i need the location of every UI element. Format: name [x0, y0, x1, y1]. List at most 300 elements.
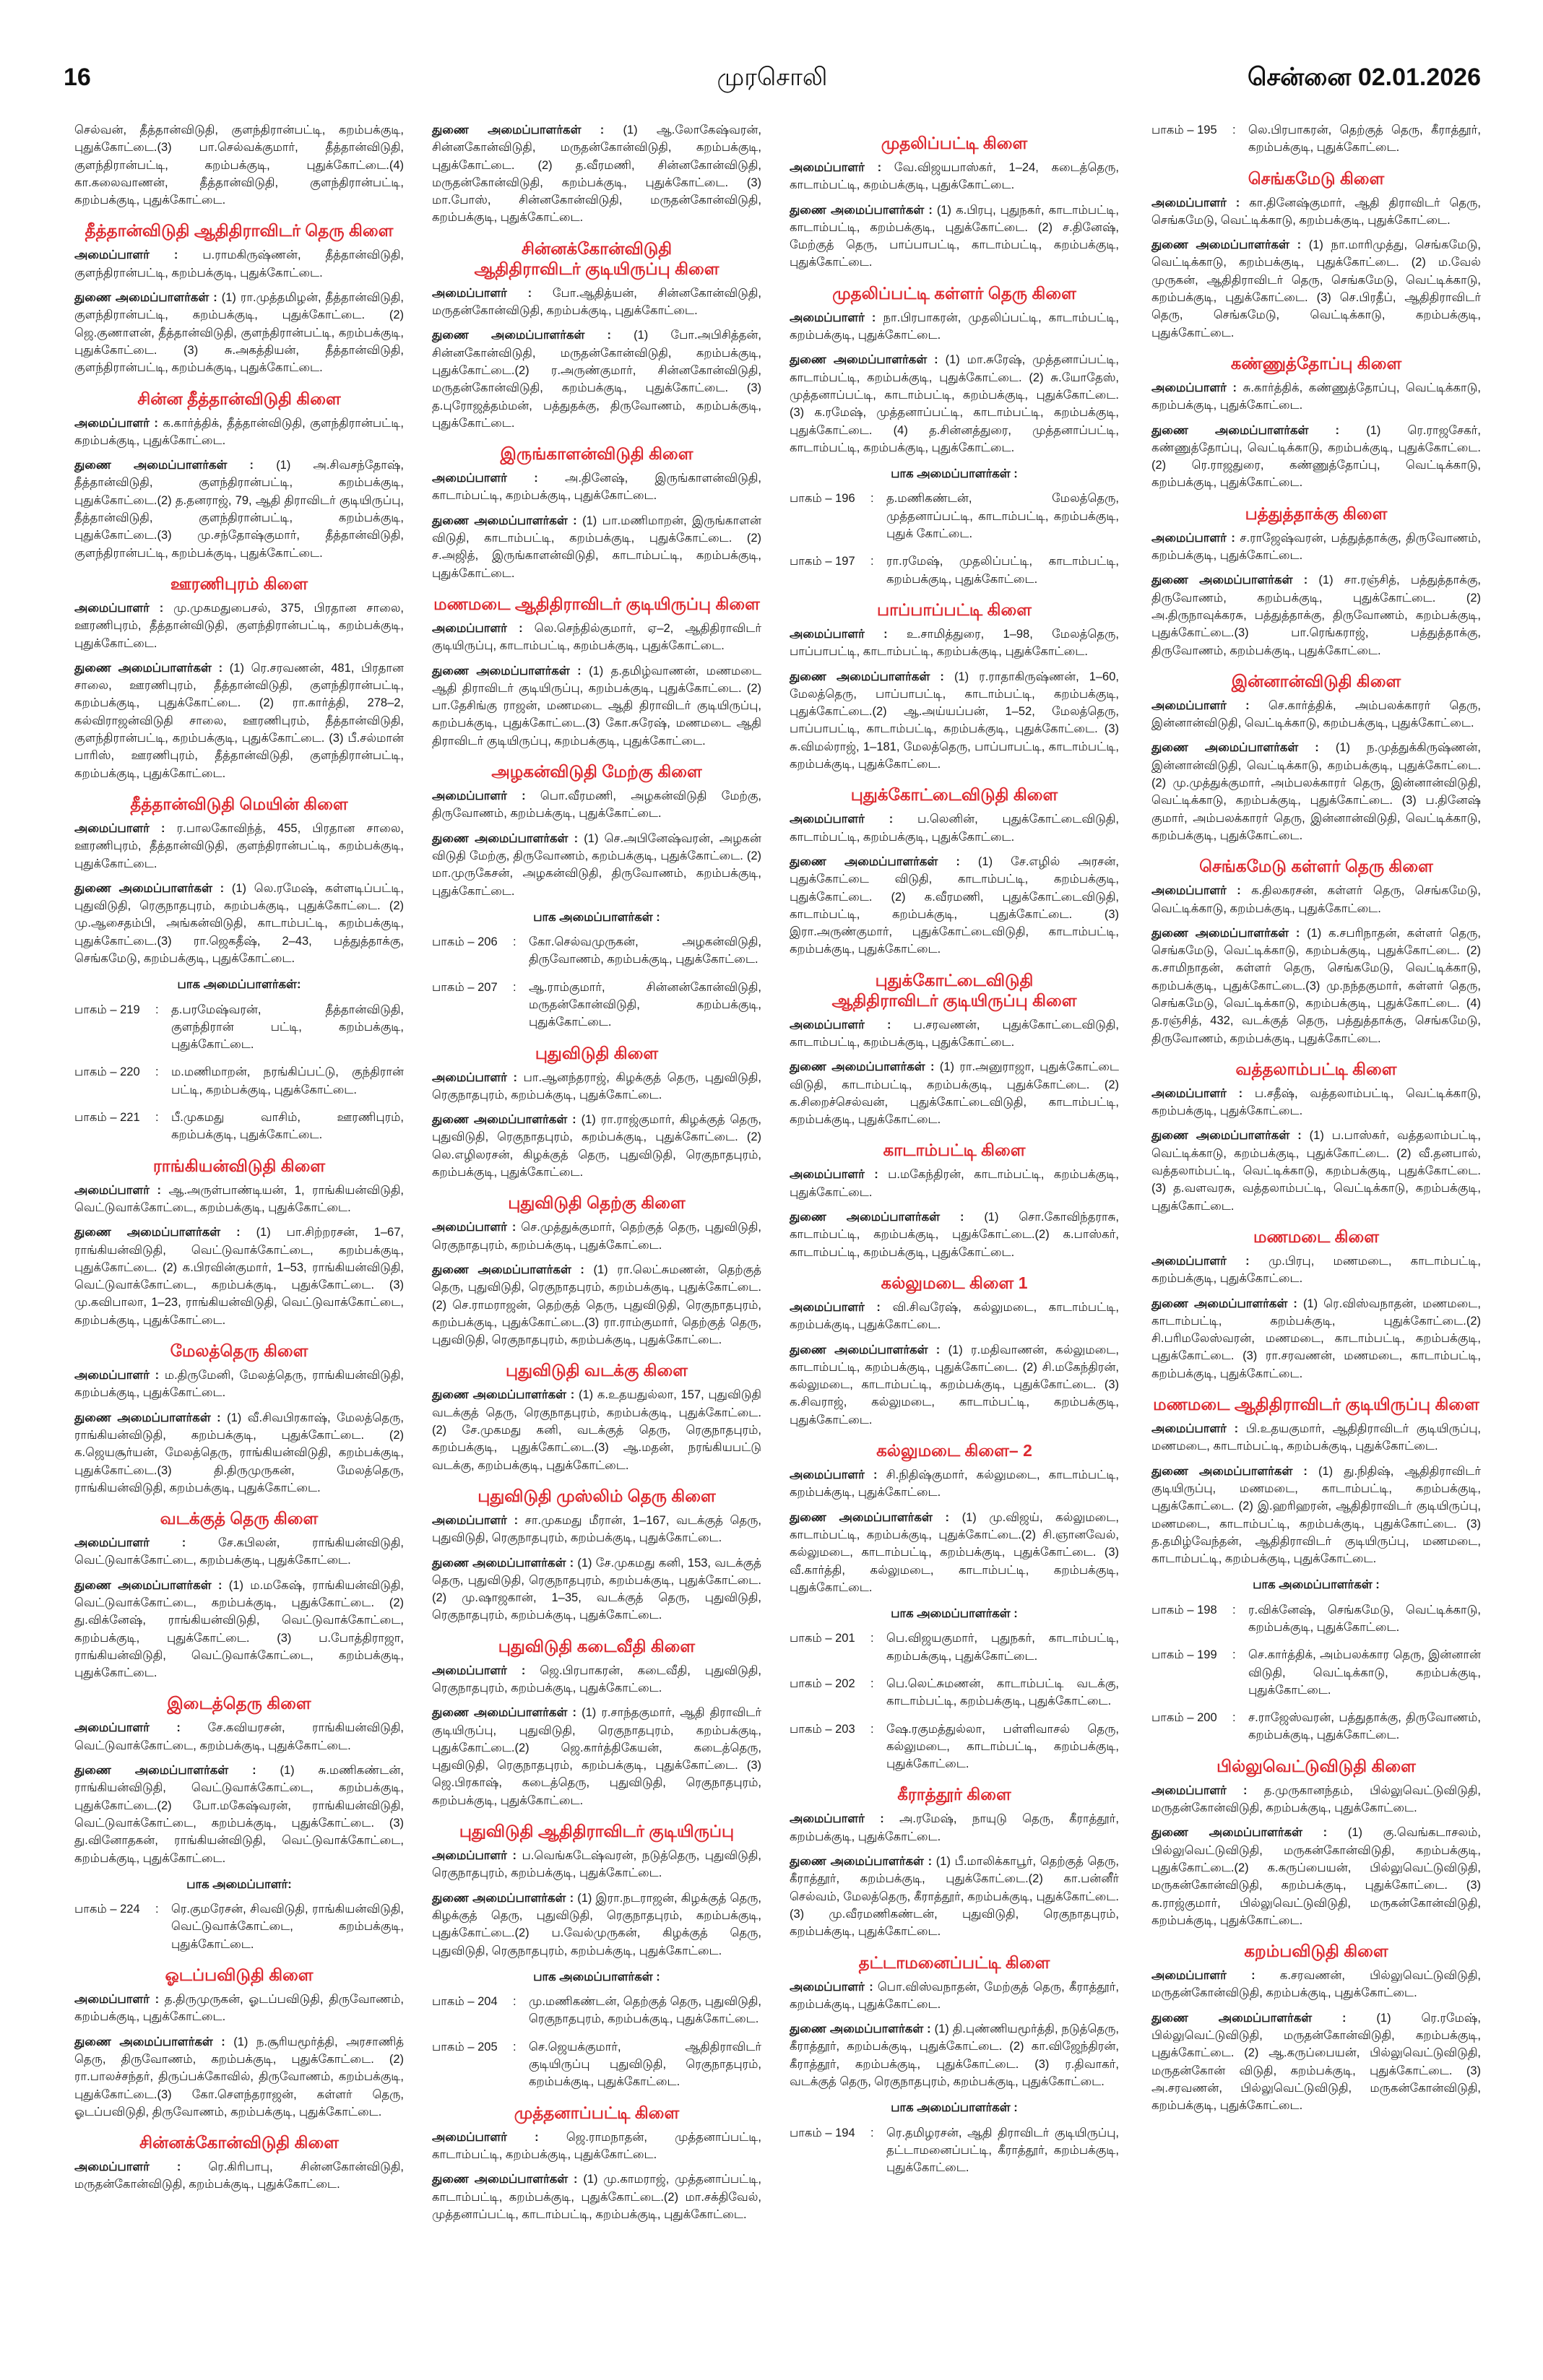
branch-heading: செங்கமேடு கள்ளர் தெரு கிளை: [1199, 857, 1433, 876]
ward-number: [1151, 1601, 1232, 1637]
paragraph-text: த.திருமுருகன், ஓடப்பவிடுதி, திருவோணம், கறம்பக்குடி, புதுக்கோட்டை.: [74, 1993, 404, 2024]
paragraph-text: (1) லெ.ரமேஷ், கள்ளடிப்பட்டி, புதுவிடுதி, ரெகுநாதபுரம், கறம்பக்குடி, புதுக்கோட்டை. (2) மு.ஆசைதம்பி, அங்கன்விடுதி, காடாம்பட்டி, கறம்பக்குடி, புதுக்கோட்டை.(3) ரா.ஜெகதீஷ், 2–43, பத்துத்தாக்கு, செங்கமேடு, கறம்பக்குடி, புதுக்கோட்டை.: [74, 881, 404, 965]
paragraph-text: (1) க.பிரபு, புதுநகர், காடாம்பட்டி, காடாம்பட்டி, கறம்பக்குடி, புதுக்கோட்டை. (2) ச.தினேஷ், மேற்குத் தெரு, பாப்பாபட்டி, காடாம்பட்டி, கறம்பக்குடி, புதுக்கோட்டை.: [790, 203, 1119, 269]
ward-number: [74, 1063, 155, 1099]
deputies-label: துணை அமைப்பாளர்கள் :: [432, 1113, 576, 1127]
paragraph-text: (1) வீ.சிவபிரகாஷ், மேலத்தெரு, ராங்கியன்விடுதி, கறம்பக்குடி, புதுக்கோட்டை. (2) க.ஜெயசூர்யன், மேலத்தெரு, ராங்கியன்விடுதி, கறம்பக்குடி, புதுக்கோட்டை.(3) தி.திருமுருகன், மேலத்தெரு, ராங்கியன்விடுதி, கறம்பக்குடி, புதுக்கோட்டை.: [74, 1411, 404, 1494]
deputy-organizers-paragraph: [74, 1224, 404, 1329]
organizer-label: அமைப்பாளர் :: [790, 311, 876, 324]
ward-organizer-text: த.பரமேஷ்வரன், தீத்தான்விடுதி, குளந்திரான் பட்டி, கறம்பக்குடி, புதுக்கோட்டை.: [171, 1003, 404, 1052]
branch-heading: பில்லுவெட்டுவிடுதி கிளை: [1216, 1756, 1416, 1775]
ward-organizer-text: பீ.முகமது வாசிம், ஊரணிபுரம், கறம்பக்குடி, புதுக்கோட்டை.: [171, 1111, 404, 1142]
deputies-label: துணை அமைப்பாளர்கள் :: [790, 1855, 933, 1869]
ward-organizer-entry: [1151, 1646, 1481, 1699]
deputy-organizers-paragraph: [1151, 739, 1481, 844]
branch-heading: மணமடை ஆதிதிராவிடர் குடியிருப்பு கிளை: [1153, 1395, 1479, 1414]
ward-prefix: பாகம் –: [1151, 1603, 1194, 1617]
paragraph-text: ஜெ.பிரபாகரன், கடைவீதி, புதுவிடுதி, ரெகுநாதபுரம், கறம்பக்குடி, புதுக்கோட்டை.: [432, 1663, 761, 1695]
deputy-organizers-paragraph: [1151, 1824, 1481, 1929]
ward-organizers-subheading: பாக அமைப்பாளர்கள்:: [177, 978, 301, 992]
deputies-label: துணை அமைப்பாளர்கள் :: [1151, 926, 1300, 940]
organizer-paragraph: [790, 1166, 1119, 1201]
deputy-organizers-paragraph: [790, 202, 1119, 272]
deputies-label: துணை அமைப்பாளர்கள் :: [1151, 423, 1340, 437]
branch-heading: மணமடை ஆதிதிராவிடர் குடியிருப்பு கிளை: [433, 594, 760, 613]
deputies-label: துணை அமைப்பாளர்கள் :: [1151, 238, 1302, 252]
paragraph-text: ஆ.அருள்பாண்டியன், 1, ராங்கியன்விடுதி, வெட்டுவாக்கோட்டை, கறம்பக்குடி, புதுக்கோட்டை.: [74, 1183, 404, 1214]
deputy-organizers-paragraph: [432, 1890, 761, 1960]
deputy-organizers-paragraph: [1151, 1295, 1481, 1382]
ward-num: 220: [120, 1065, 140, 1079]
organizer-paragraph: [790, 1978, 1119, 2014]
branch-heading: ராங்கியன்விடுதி கிளை: [152, 1156, 326, 1175]
organizer-label: அமைப்பாளர் :: [74, 1993, 160, 2007]
ward-organizer-entry: [1151, 1709, 1481, 1744]
ward-prefix: பாகம் –: [432, 1995, 475, 2009]
deputy-organizers-paragraph: [432, 121, 761, 227]
branch-heading: தீத்தான்விடுதி மெயின் கிளை: [130, 794, 348, 813]
paragraph-text: (1) ரெ.ராஜசேகர், கண்ணுத்தோப்பு, வெட்டிக்காடு, கறம்பக்குடி, புதுக்கோட்டை. (2) ரெ.ராஜதுரை, கண்ணுத்தோப்பு, வெட்டிக்காடு, கறம்பக்குடி, புதுக்கோட்டை.: [1151, 423, 1481, 490]
ward-organizer-text: ரெ.தமிழரசன், ஆதி திராவிடர் குடியிருப்பு, தட்டாமனைப்பட்டி, கீராத்தூர், கறம்பக்குடி, புதுக்கோட்டை.: [886, 2126, 1119, 2175]
ward-number: [790, 1630, 870, 1665]
ward-organizer-entry: [74, 1063, 404, 1099]
organizer-label: அமைப்பாளர் :: [790, 813, 894, 826]
colon: :: [1232, 1711, 1236, 1725]
paragraph-text: ப.ராமகிருஷ்ணன், தீத்தான்விடுதி, குளந்திரான்பட்டி, கறம்பக்குடி, புதுக்கோட்டை.: [74, 248, 404, 280]
deputies-label: துணை அமைப்பாளர்கள் :: [1151, 574, 1308, 587]
ward-num: 198: [1197, 1603, 1217, 1617]
ward-organizer-text: மு.மணிகண்டன், தெற்குத் தெரு, புதுவிடுதி, ரெகுநாதபுரம், கறம்பக்குடி, புதுக்கோட்டை.: [529, 1995, 761, 2026]
ward-number: [790, 1721, 870, 1773]
branch-heading: பத்துத்தாக்கு கிளை: [1245, 503, 1388, 523]
deputies-label: துணை அமைப்பாளர்கள் :: [74, 1226, 241, 1239]
organizer-label: அமைப்பாளர் :: [74, 821, 165, 835]
page-number: 16: [64, 64, 91, 91]
ward-prefix: பாகம் –: [1151, 124, 1194, 137]
paragraph-text: (1) ம.மகேஷ், ராங்கியன்விடுதி, வெட்டுவாக்கோட்டை, கறம்பக்குடி, புதுக்கோட்டை. (2) து.விக்னேஷ், ராங்கியன்விடுதி, வெட்டுவாக்கோட்டை, கறம்பக்குடி, புதுக்கோட்டை. (3) ப.போத்திராஜா, ராங்கியன்விடுதி, வெட்டுவாக்கோட்டை, கறம்பக்குடி, புதுக்கோட்டை.: [74, 1578, 404, 1680]
organizer-label: அமைப்பாளர் :: [1151, 884, 1241, 898]
ward-organizer-text: ரா.ரமேஷ், முதலிப்பட்டி, காடாம்பட்டி, கறம்பக்குடி, புதுக்கோட்டை.: [886, 555, 1119, 586]
paragraph-text: பி.உதயகுமார், ஆதிதிராவிடர் குடியிருப்பு, மணமடை, காடாம்பட்டி, கறம்பக்குடி, புதுக்கோட்டை.: [1151, 1422, 1481, 1453]
organizer-label: அமைப்பாளர் :: [1151, 196, 1240, 209]
deputy-organizers-paragraph: [790, 2020, 1119, 2090]
ward-prefix: பாகம் –: [790, 1677, 832, 1690]
organizer-paragraph: [432, 2129, 761, 2164]
organizer-paragraph: [74, 1991, 404, 2026]
deputy-organizers-paragraph: [74, 2033, 404, 2121]
ward-number: [74, 1900, 155, 1953]
paragraph-text: க.கார்த்திக், தீத்தான்விடுதி, குளந்திரான்பட்டி, கறம்பக்குடி, புதுக்கோட்டை.: [74, 416, 404, 447]
branch-heading: புதுக்கோட்டைவிடுதி கிளை: [850, 785, 1058, 805]
colon: :: [1232, 124, 1236, 137]
deputies-label: துணை அமைப்பாளர்கள் :: [790, 1211, 964, 1224]
ward-num: 207: [477, 980, 498, 994]
branch-heading: புதுவிடுதி கடைவீதி கிளை: [498, 1636, 696, 1656]
column-4: [1151, 121, 1481, 2122]
paragraph-text: சா.முகமது மீரான், 1–167, வடக்குத் தெரு, புதுவிடுதி, ரெகுநாதபுரம், கறம்பக்குடி, புதுக்கோட்டை.: [432, 1513, 761, 1545]
colon: :: [1232, 1648, 1236, 1662]
deputies-label: துணை அமைப்பாளர்கள் :: [432, 329, 611, 342]
paragraph-text: (1) சே.முகமது கனி, 153, வடக்குத் தெரு, புதுவிடுதி, ரெகுநாதபுரம், கறம்பக்குடி, புதுக்கோட்டை. (2) மு.ஷாஜகான், 1–35, வடக்குத் தெரு, புதுவிடுதி, ரெகுநாதபுரம், கறம்பக்குடி, புதுக்கோட்டை.: [432, 1556, 761, 1622]
ward-prefix: பாகம் –: [790, 555, 832, 568]
ward-prefix: பாகம் –: [74, 1065, 117, 1079]
deputy-organizers-paragraph: [790, 1341, 1119, 1429]
paragraph-text: (1) ர.ராதாகிருஷ்ணன், 1–60, மேலத்தெரு, பாப்பாபட்டி, காடாம்பட்டி, கறம்பக்குடி, புதுக்கோட்டை.(2) ஆ.அய்யப்பன், 1–52, மேலத்தெரு, பாப்பாபட்டி, காடாம்பட்டி, கறம்பக்குடி, புதுக்கோட்டை. (3) சு.விமல்ராஜ், 1–181, மேலத்தெரு, பாப்பாபட்டி, காடாம்பட்டி, கறம்பக்குடி, புதுக்கோட்டை.: [790, 670, 1119, 771]
organizer-paragraph: [74, 1534, 404, 1570]
paragraph-text: (1) மு.காமராஜ், முத்தனாப்பட்டி, காடாம்பட்டி, கறம்பக்குடி, புதுக்கோட்டை.(2) மா.சக்திவேல், முத்தனாப்பட்டி, காடாம்பட்டி, கறம்பக்குடி, புதுக்கோட்டை.: [432, 2173, 761, 2221]
organizer-paragraph: [1151, 697, 1481, 732]
deputies-label: துணை அமைப்பாளர்கள் :: [790, 203, 933, 217]
branch-heading: தீத்தான்விடுதி ஆதிதிராவிடர் தெரு கிளை: [85, 221, 394, 241]
paragraph-text: வி.சிவரேஷ், கல்லுமடை, காடாம்பட்டி, கறம்பக்குடி, புதுக்கோட்டை.: [790, 1300, 1119, 1332]
paragraph-text: (1) ரெ.ரமேஷ், பில்லுவெட்டுவிடுதி, மருதன்கோன்விடுதி, கறம்பக்குடி, புதுக்கோட்டை. (2) ஆ.கருப்பையன், பில்லுவெட்டுவிடுதி, மருதன்கோன் விடுதி, கறம்பக்குடி, புதுக்கோட்டை. (3) அ.சரவணன், பில்லுவெட்டுவிடுதி, மருகன்கோன்விடுதி, கறம்பக்குடி, புதுக்கோட்டை.: [1151, 2011, 1481, 2113]
paragraph-text: (1) கு.வெங்கடாசலம், பில்லுவெட்டுவிடுதி, மருகன்கோன்விடுதி, கறம்பக்குடி, புதுக்கோட்டை.(2) க.கருப்பையன், பில்லுவெட்டுவிடுதி, மருகன்கோன்விடுதி, கறம்பக்குடி, புதுக்கோட்டை. (3) க.ராஜ்குமார், பில்லுவெட்டுவிடுதி, மருகன்கோன்விடுதி, கறம்பக்குடி, புதுக்கோட்டை.: [1151, 1826, 1481, 1927]
colon: :: [513, 980, 517, 994]
deputies-label: துணை அமைப்பாளர்கள் :: [790, 353, 938, 367]
deputies-label: துணை அமைப்பாளர்கள் :: [790, 1060, 935, 1074]
organizer-label: அமைப்பாளர் :: [432, 1849, 517, 1863]
branch-heading: ஓடப்பவிடுதி கிளை: [165, 1965, 314, 1985]
ward-prefix: பாகம் –: [790, 1722, 832, 1736]
organizer-paragraph: [432, 620, 761, 655]
ward-num: 205: [477, 2040, 498, 2054]
ward-num: 200: [1197, 1711, 1217, 1725]
organizer-label: அமைப்பாளர் :: [790, 1168, 878, 1182]
deputy-organizers-paragraph: [432, 1386, 761, 1474]
ward-organizers-subheading: பாக அமைப்பாளர்கள் :: [1253, 1578, 1380, 1592]
deputy-organizers-paragraph: [74, 1762, 404, 1867]
organizer-label: அமைப்பாளர் :: [74, 416, 158, 430]
ward-organizer-entry: [1151, 121, 1481, 157]
deputies-label: துணை அமைப்பாளர்கள் :: [74, 1411, 221, 1424]
paragraph-text: (1) ரெ.சரவணன், 481, பிரதான சாலை, ஊரணிபுரம், தீத்தான்விடுதி, குளந்திரான்பட்டி, கறம்பக்குடி, புதுக்கோட்டை. (2) ரா.கார்த்தி, 278–2, கல்விராஜன்விடுதி சாலை, ஊரணிபுரம், தீத்தான்விடுதி, குளந்திரான்பட்டி, கறம்பக்குடி, புதுக்கோட்டை. (3) பீ.சல்மான் பாரிஸ், ஊரணிபுரம், தீத்தான்விடுதி, குளந்திரான்பட்டி, கறம்பக்குடி, புதுக்கோட்டை.: [74, 661, 404, 780]
ward-number: [432, 979, 513, 1031]
organizer-paragraph: [74, 1367, 404, 1402]
deputies-label: துணை அமைப்பாளர்கள் :: [1151, 1826, 1328, 1840]
deputies-label: துணை அமைப்பாளர்கள் :: [1151, 2011, 1347, 2025]
paragraph-text: ப.மகேந்திரன், காடாம்பட்டி, கறம்பக்குடி, புதுக்கோட்டை.: [790, 1168, 1119, 1199]
deputies-label: துணை அமைப்பாளர்கள் :: [432, 664, 582, 678]
paragraph-text: வே.விஜயபாஸ்கர், 1–24, கடைத்தெரு, காடாம்பட்டி, கறம்பக்குடி, புதுக்கோட்டை.: [790, 161, 1119, 192]
paragraph-text: செ.முத்துக்குமார், தெற்குத் தெரு, புதுவிடுதி, ரெகுநாதபுரம், கறம்பக்குடி, புதுக்கோட்டை.: [432, 1221, 761, 1252]
ward-num: 221: [120, 1111, 140, 1125]
organizer-label: அமைப்பாளர் :: [790, 161, 882, 174]
organizer-paragraph: [74, 820, 404, 873]
ward-num: 203: [835, 1722, 855, 1736]
ward-organizer-text: பெ.விஜயகுமார், புதுநகர், காடாம்பட்டி, கறம்பக்குடி, புதுக்கோட்டை.: [886, 1632, 1119, 1663]
ward-organizer-entry: [790, 1630, 1119, 1665]
ward-num: 201: [835, 1632, 855, 1645]
organizer-paragraph: [74, 415, 404, 450]
ward-prefix: பாகம் –: [790, 1632, 832, 1645]
deputy-organizers-paragraph: [432, 1261, 761, 1349]
ward-num: 194: [835, 2126, 855, 2139]
organizer-label: அமைப்பாளர் :: [1151, 1783, 1248, 1797]
organizer-label: அமைப்பாளர் :: [432, 621, 523, 635]
ward-organizer-entry: [432, 1993, 761, 2028]
organizer-paragraph: [74, 600, 404, 652]
branch-heading: முத்தனாப்பட்டி கிளை: [514, 2103, 680, 2122]
deputy-organizers-paragraph: [1151, 236, 1481, 342]
organizer-label: அமைப்பாளர் :: [790, 1980, 873, 1994]
organizer-paragraph: [432, 1847, 761, 1882]
paragraph-text: (1) ரா.லெட்சுமணன், தெற்குத் தெரு, புதுவிடுதி, ரெகுநாதபுரம், கறம்பக்குடி, புதுக்கோட்டை. (2) செ.ராமராஜன், தெற்குத் தெரு, புதுவிடுதி, ரெகுநாதபுரம், கறம்பக்குடி, புதுக்கோட்டை.(3) ரா.ராம்குமார், தெற்குத் தெரு, புதுவிடுதி, ரெகுநாதபுரம், கறம்பக்குடி, புதுக்கோட்டை.: [432, 1263, 761, 1347]
paragraph-text: பொ.விஸ்வநாதன், மேற்குத் தெரு, கீராத்தூர், கறம்பக்குடி, புதுக்கோட்டை.: [790, 1980, 1119, 2011]
organizer-label: அமைப்பாளர் :: [1151, 1086, 1243, 1100]
ward-organizer-entry: [432, 933, 761, 969]
ward-prefix: பாகம் –: [74, 1903, 117, 1916]
organizer-paragraph: [790, 1299, 1119, 1334]
ward-number: [790, 2124, 870, 2177]
ward-organizer-entry: [1151, 1601, 1481, 1637]
continued-paragraph: [74, 121, 404, 209]
organizer-label: அமைப்பாளர் :: [1151, 1969, 1255, 1983]
paragraph-text: (1) ர.சாந்தகுமார், ஆதி திராவிடர் குடியிருப்பு, புதுவிடுதி, ரெகுநாதபுரம், கறம்பக்குடி, புதுக்கோட்டை.(2) ஜெ.கார்த்திகேயன், கடைத்தெரு, புதுவிடுதி, ரெகுநாதபுரம், கறம்பக்குடி, புதுக்கோட்டை. (3) ஜெ.பிரகாஷ், கடைத்தெரு, புதுவிடுதி, ரெகுநாதபுரம், கறம்பக்குடி, புதுக்கோட்டை.: [432, 1706, 761, 1807]
organizer-paragraph: [790, 159, 1119, 194]
branch-heading: புதுவிடுதி வடக்கு கிளை: [505, 1361, 688, 1380]
colon: :: [155, 1065, 159, 1079]
paragraph-text: (1) க.உதயதுல்லா, 157, புதுவிடுதி வடக்குத் தெரு, ரெகுநாதபுரம், கறம்பக்குடி, புதுக்கோட்டை. (2) சே.முகமது கனி, வடக்குத் தெரு, ரெகுநாதபுரம், கறம்பக்குடி, புதுக்கோட்டை.(3) ஆ.மதன், நரங்கியபட்டு வடக்கு, கறம்பக்குடி, புதுக்கோட்டை.: [432, 1388, 761, 1472]
deputy-organizers-paragraph: [790, 853, 1119, 959]
paragraph-text: (1) பீ.மாலிக்காபூர், தெற்குத் தெரு, கீராத்தூர், கறம்பக்குடி, புதுக்கோட்டை.(2) கா.பன்னீர் செல்வம், மேலத்தெரு, கீராத்தூர், கறம்பக்குடி, புதுக்கோட்டை. (3) மு.வீரமணிகண்டன், புதுவிடுதி, ரெகுநாதபுரம், கறம்பக்குடி, புதுக்கோட்டை.: [790, 1855, 1119, 1939]
ward-prefix: பாகம் –: [790, 492, 832, 506]
ward-number: [1151, 121, 1232, 157]
ward-prefix: பாகம் –: [74, 1003, 117, 1016]
organizer-paragraph: [74, 1182, 404, 1217]
organizer-label: அமைப்பாளர் :: [790, 1018, 891, 1031]
ward-number: [74, 1109, 155, 1144]
branch-heading: கல்லுமடை கிளை– 2: [876, 1441, 1032, 1461]
masthead: [64, 64, 1481, 97]
organizer-label: அமைப்பாளர் :: [1151, 531, 1235, 545]
organizer-paragraph: [432, 1069, 761, 1104]
paragraph-text: (1) மு.விஜய், கல்லுமடை, காடாம்பட்டி, கறம்பக்குடி, புதுக்கோட்டை.(2) சி.ஞானவேல், கல்லுமடை, காடாம்பட்டி, கறம்பக்குடி, புதுக்கோட்டை. (3) வீ.கார்த்தி, கல்லுமடை, காடாம்பட்டி, கறம்பக்குடி, புதுக்கோட்டை.: [790, 1510, 1119, 1594]
deputies-label: துணை அமைப்பாளர்கள் :: [1151, 1297, 1297, 1310]
ward-prefix: பாகம் –: [790, 2126, 832, 2139]
paragraph-text: ர.பாலகோவிந்த், 455, பிரதான சாலை, ஊரணிபுரம், தீத்தான்விடுதி, குளந்திரான்பட்டி, கறம்பக்குடி, புதுக்கோட்டை.: [74, 821, 404, 870]
organizer-label: அமைப்பாளர் :: [432, 286, 532, 300]
paragraph-text: (1) ரா.அனுராஜா, புதுக்கோட்டை விடுதி, காடாம்பட்டி, கறம்பக்குடி, புதுக்கோட்டை. (2) க.சிறைச்செல்வன், புதுக்கோட்டைவிடுதி, காடாம்பட்டி, கறம்பக்குடி, புதுக்கோட்டை.: [790, 1060, 1119, 1127]
paragraph-text: (1) ப.பாஸ்கர், வத்தலாம்பட்டி, வெட்டிக்காடு, கறம்பக்குடி, புதுக்கோட்டை. (2) வீ.தனபால், வத்தலாம்பட்டி, வெட்டிக்காடு, கறம்பக்குடி, புதுக்கோட்டை. (3) த.வளவரசு, வத்தலாம்பட்டி, வெட்டிக்காடு, கறம்பக்குடி, புதுக்கோட்டை.: [1151, 1129, 1481, 1213]
ward-num: 202: [835, 1677, 855, 1690]
branch-heading: இருங்காளன்விடுதி கிளை: [500, 444, 693, 464]
branch-heading: புதுவிடுதி ஆதிதிராவிடர் குடியிருப்பு: [459, 1822, 735, 1841]
ward-num: 197: [835, 555, 855, 568]
deputy-organizers-paragraph: [1151, 925, 1481, 1047]
organizer-paragraph: [432, 1512, 761, 1547]
deputies-label: துணை அமைப்பாளர்கள் :: [74, 1764, 256, 1778]
paragraph-text: க.சரவணன், பில்லுவெட்டுவிடுதி, மருதன்கோன்விடுதி, கறம்பக்குடி, புதுக்கோட்டை.: [1151, 1969, 1481, 2000]
branch-heading: தட்டாமனைப்பட்டி கிளை: [858, 1952, 1050, 1972]
organizer-label: அமைப்பாளர் :: [1151, 1254, 1250, 1268]
branch-heading: இடைத்தெரு கிளை: [167, 1694, 311, 1713]
paragraph-text: ப.லெனின், புதுக்கோட்டைவிடுதி, காடாம்பட்டி, கறம்பக்குடி, புதுக்கோட்டை.: [790, 813, 1119, 844]
organizer-label: அமைப்பாளர் :: [432, 789, 526, 803]
organizer-paragraph: [1151, 379, 1481, 415]
ward-num: 219: [120, 1003, 140, 1016]
paragraph-text: (1) செ.அபினேஷ்வரன், அழகன் விடுதி மேற்கு, திருவோணம், கறம்பக்குடி, புதுக்கோட்டை. (2) மா.முருகேசன், அழகன்விடுதி, திருவோணம், கறம்பக்குடி, புதுக்கோட்டை.: [432, 831, 761, 898]
paragraph-text: நா.பிரபாகரன், முதலிப்பட்டி, காடாம்பட்டி, கறம்பக்குடி, புதுக்கோட்டை.: [790, 311, 1119, 342]
ward-organizer-entry: [74, 1001, 404, 1054]
ward-num: 199: [1197, 1648, 1217, 1662]
ward-organizer-text: செ.ஜெயக்குமார், ஆதிதிராவிடர் குடியிருப்பு புதுவிடுதி, ரெகுநாதபுரம், கறம்பக்குடி, புதுக்கோட்டை.: [529, 2040, 761, 2089]
deputy-organizers-paragraph: [74, 880, 404, 967]
deputy-organizers-paragraph: [432, 512, 761, 582]
colon: :: [1232, 1603, 1236, 1617]
branch-heading: கீராத்தூர் கிளை: [897, 1785, 1011, 1804]
branch-heading: ஊரணிபுரம் கிளை: [170, 574, 308, 593]
paragraph-text: (1) சா.ரஞ்சித், பத்துத்தாக்கு, திருவோணம், கறம்பக்குடி, புதுக்கோட்டை. (2) அ.திருநாவுக்கரசு, பத்துத்தாக்கு, திருவோணம், கறம்பக்குடி, புதுக்கோட்டை.(3) பா.ரெங்கராஜ், பத்துத்தாக்கு, திருவோணம், கறம்பக்குடி, புதுக்கோட்டை.: [1151, 574, 1481, 657]
paragraph-text: (1) ரெ.விஸ்வநாதன், மணமடை, காடாம்பட்டி, கறம்பக்குடி, புதுக்கோட்டை.(2) சி.பரிமலேஸ்வரன், மணமடை, காடாம்பட்டி, கறம்பக்குடி, புதுக்கோட்டை. (3) ரா.சரவணன், மணமடை, காடாம்பட்டி, கறம்பக்குடி, புதுக்கோட்டை.: [1151, 1297, 1481, 1380]
deputy-organizers-paragraph: [432, 2171, 761, 2223]
deputies-label: துணை அமைப்பாளர்கள் :: [432, 124, 605, 137]
deputies-label: துணை அமைப்பாளர்கள் :: [74, 459, 254, 472]
deputy-organizers-paragraph: [74, 456, 404, 562]
colon: :: [870, 2126, 874, 2139]
deputy-organizers-paragraph: [1151, 571, 1481, 659]
organizer-label: அமைப்பாளர் :: [790, 627, 888, 641]
paragraph-text: அ.தினேஷ், இருங்காளன்விடுதி, காடாம்பட்டி, கறம்பக்குடி, புதுக்கோட்டை.: [432, 472, 761, 503]
branch-heading: பாப்பாப்பட்டி கிளை: [877, 600, 1032, 619]
deputies-label: துணை அமைப்பாளர்கள் :: [74, 1578, 222, 1592]
paragraph-text: க.திலகரசன், கள்ளர் தெரு, செங்கமேடு, வெட்டிக்காடு, கறம்பக்குடி, புதுக்கோட்டை.: [1151, 884, 1481, 915]
paragraph-text: ச.ராஜேஷ்வரன், பத்துத்தாக்கு, திருவோணம், கறம்பக்குடி, புதுக்கோட்டை.: [1151, 531, 1481, 563]
deputies-label: துணை அமைப்பாளர்கள் :: [432, 1891, 574, 1905]
organizer-label: அமைப்பாளர் :: [432, 1070, 518, 1084]
branch-heading: முதலிப்பட்டி கிளை: [881, 134, 1028, 152]
organizer-paragraph: [74, 2158, 404, 2194]
ward-prefix: பாகம் –: [1151, 1711, 1194, 1725]
branch-heading: புதுவிடுதி கிளை: [535, 1043, 659, 1063]
organizer-label: அமைப்பாளர் :: [74, 248, 178, 262]
deputy-organizers-paragraph: [74, 659, 404, 782]
deputies-label: துணை அமைப்பாளர்கள் :: [790, 1510, 949, 1524]
paragraph-text: ஜெ.ராமநாதன், முத்தனாப்பட்டி, காடாம்பட்டி, கறம்பக்குடி, புதுக்கோட்டை.: [432, 2130, 761, 2161]
ward-prefix: பாகம் –: [432, 2040, 475, 2054]
organizer-paragraph: [432, 1662, 761, 1697]
deputy-organizers-paragraph: [790, 1058, 1119, 1128]
colon: :: [870, 1677, 874, 1690]
organizer-label: அமைப்பாளர் :: [790, 1300, 881, 1314]
deputy-organizers-paragraph: [1151, 1127, 1481, 1214]
deputies-label: துணை அமைப்பாளர்கள் :: [790, 2022, 931, 2036]
paragraph-text: அ.ரமேஷ், நாயுடு தெரு, கீராத்தூர், கறம்பக்குடி, புதுக்கோட்டை.: [790, 1812, 1120, 1843]
organizer-label: அமைப்பாளர் :: [74, 601, 164, 615]
organizer-label: அமைப்பாளர் :: [1151, 698, 1250, 712]
branch-heading: செங்கமேடு கிளை: [1248, 168, 1385, 188]
ward-number: [790, 490, 870, 542]
deputy-organizers-paragraph: [790, 668, 1119, 774]
deputy-organizers-paragraph: [790, 1853, 1119, 1940]
paragraph-text: கா.தினேஷ்குமார், ஆதி திராவிடர் தெரு, செங்கமேடு, வெட்டிக்காடு, கறம்பக்குடி, புதுக்கோட்டை.: [1151, 196, 1481, 227]
organizer-paragraph: [790, 1810, 1119, 1845]
organizer-label: அமைப்பாளர் :: [74, 1369, 160, 1382]
branch-heading: முதலிப்பட்டி கள்ளர் தெரு கிளை: [832, 283, 1076, 303]
paragraph-text: (1) நா.மாரிமுத்து, செங்கமேடு, வெட்டிக்காடு, கறம்பக்குடி, புதுக்கோட்டை. (2) ம.வேல் முருகன், ஆதிதிராவிடர் தெரு, செங்கமேடு, வெட்டிக்காடு, கறம்பக்குடி, புதுக்கோட்டை. (3) செ.பிரதீப், ஆதிதிராவிடர் தெரு, செங்கமேடு, வெட்டிக்காடு, கறம்பக்குடி, புதுக்கோட்டை.: [1151, 238, 1481, 339]
deputies-label: துணை அமைப்பாளர்கள் :: [790, 670, 944, 683]
organizer-paragraph: [1151, 1782, 1481, 1817]
colon: :: [513, 2040, 517, 2054]
paragraph-text: (1) பா.சிற்றரசன், 1–67, ராங்கியன்விடுதி, வெட்டுவாக்கோட்டை, கறம்பக்குடி, புதுக்கோட்டை. (2) க.பிரவின்குமார், 1–53, ராங்கியன்விடுதி, வெட்டுவாக்கோட்டை, கறம்பக்குடி, புதுக்கோட்டை. (3) மு.கவிபாலா, 1–23, ராங்கியன்விடுதி, வெட்டுவாக்கோட்டை, கறம்பக்குடி, புதுக்கோட்டை.: [74, 1226, 404, 1327]
paragraph-text: உ.சாமித்துரை, 1–98, மேலத்தெரு, பாப்பாபட்டி, காடாம்பட்டி, கறம்பக்குடி, புதுக்கோட்டை.: [790, 627, 1119, 659]
ward-number: [790, 553, 870, 588]
colon: :: [155, 1111, 159, 1125]
branch-heading: புதுக்கோட்டைவிடுதி ஆதிதிராவிடர் குடியிருப்பு கிளை: [831, 970, 1077, 1010]
branch-heading: அழகன்விடுதி மேற்கு கிளை: [491, 762, 702, 782]
ward-organizers-subheading: பாக அமைப்பாளர்கள் :: [891, 1607, 1018, 1621]
organizer-label: அமைப்பாளர் :: [432, 1663, 526, 1677]
ward-organizer-text: பெ.லெட்சுமணன், காடாம்பட்டி வடக்கு, காடாம்பட்டி, கறம்பக்குடி, புதுக்கோட்டை.: [886, 1677, 1119, 1708]
deputy-organizers-paragraph: [74, 1409, 404, 1497]
colon: :: [513, 935, 517, 949]
ward-num: 204: [477, 1995, 498, 2009]
organizer-paragraph: [790, 810, 1119, 846]
deputies-label: துணை அமைப்பாளர்கள் :: [74, 661, 223, 675]
colon: :: [870, 555, 874, 568]
paragraph-text: (1) அ.சிவசந்தோஷ், தீத்தான்விடுதி, குளந்திரான்பட்டி, கறம்பக்குடி, புதுக்கோட்டை.(2) த.தனராஜ், 79, ஆதி திராவிடர் குடியிருப்பு, தீத்தான்விடுதி, குளந்திரான்பட்டி, கறம்பக்குடி, புதுக்கோட்டை.(3) மு.சந்தோஷ்குமார், தீத்தான்விடுதி, குளந்திரான்பட்டி, கறம்பக்குடி, புதுக்கோட்டை.: [74, 459, 404, 560]
organizer-paragraph: [432, 469, 761, 505]
ward-organizer-text: செ.கார்த்திக், அம்பலக்கார தெரு, இன்னான் விடுதி, வெட்டிக்காடு, கறம்பக்குடி, புதுக்கோட்டை.: [1248, 1648, 1481, 1697]
paragraph-text: ப.சதீஷ், வத்தலாம்பட்டி, வெட்டிக்காடு, கறம்பக்குடி, புதுக்கோட்டை.: [1151, 1086, 1481, 1118]
ward-prefix: பாகம் –: [1151, 1648, 1194, 1662]
ward-number: [1151, 1646, 1232, 1699]
organizer-paragraph: [1151, 194, 1481, 230]
branch-heading: மேலத்தெரு கிளை: [170, 1341, 308, 1361]
paragraph-text: (1) ரா.முத்தமிழன், தீத்தான்விடுதி, குளந்திரான்பட்டி, கறம்பக்குடி, புதுக்கோட்டை. (2) ஜெ.குணாளன், தீத்தான்விடுதி, குளந்திரான்பட்டி, கறம்பக்குடி, புதுக்கோட்டை. (3) சு.அகத்தியன், தீத்தான்விடுதி, குளந்திரான்பட்டி, கறம்பக்குடி, புதுக்கோட்டை.: [74, 291, 404, 375]
paragraph-text: சி.நிதிஷ்குமார், கல்லுமடை, காடாம்பட்டி, கறம்பக்குடி, புதுக்கோட்டை.: [790, 1468, 1119, 1500]
paragraph-text: (1) த.தமிழ்வாணன், மணமடை ஆதி திராவிடர் குடியிருப்பு, கறம்பக்குடி, புதுக்கோட்டை. (2) பா.தேசிங்கு ராஜன், மணமடை ஆதி திராவிடர் குடியிருப்பு, கறம்பக்குடி, புதுக்கோட்டை.(3) கோ.சுரேஷ், மணமடை ஆதி திராவிடர் குடியிருப்பு, கறம்பக்குடி, புதுக்கோட்டை.: [432, 664, 761, 748]
organizer-paragraph: [1151, 1252, 1481, 1288]
colon: :: [155, 1003, 159, 1016]
ward-num: 196: [835, 492, 855, 506]
colon: :: [870, 1632, 874, 1645]
paragraph-text: பொ.வீரமணி, அழகன்விடுதி மேற்கு, திருவோணம், கறம்பக்குடி, புதுக்கோட்டை.: [432, 789, 761, 821]
ward-organizers-subheading: பாக அமைப்பாளர்கள் :: [891, 2101, 1018, 2115]
paragraph-text: சு.கார்த்திக், கண்ணுத்தோப்பு, வெட்டிக்காடு, கறம்பக்குடி, புதுக்கோட்டை.: [1151, 381, 1481, 412]
ward-num: 206: [477, 935, 498, 949]
paragraph-text: ரெ.கிரிபாபு, சின்னகோன்விடுதி, மருதன்கோன்விடுதி, கறம்பக்குடி, புதுக்கோட்டை.: [74, 2160, 405, 2191]
ward-organizers-subheading: பாக அமைப்பாளர்:: [186, 1877, 292, 1891]
ward-number: [432, 1993, 513, 2028]
paragraph-text: ப.சரவணன், புதுக்கோட்டைவிடுதி, காடாம்பட்டி, கறம்பக்குடி, புதுக்கோட்டை.: [790, 1018, 1119, 1049]
deputies-label: துணை அமைப்பாளர்கள் :: [74, 2035, 225, 2048]
organizer-paragraph: [74, 1719, 404, 1754]
ward-num: 224: [120, 1903, 140, 1916]
column-2: [432, 121, 761, 2230]
organizer-paragraph: [1151, 1085, 1481, 1120]
paragraph-text: லெ.செந்தில்குமார், ஏ–2, ஆதிதிராவிடர் குடியிருப்பு, காடாம்பட்டி, கறம்பக்குடி, புதுக்கோட்டை.: [432, 621, 761, 653]
deputy-organizers-paragraph: [790, 1509, 1119, 1596]
paragraph-text: பா.ஆனந்தராஜ், கிழக்குத் தெரு, புதுவிடுதி, ரெகுநாதபுரம், கறம்பக்குடி, புதுக்கோட்டை.: [432, 1070, 761, 1102]
branch-heading: புதுவிடுதி தெற்கு கிளை: [508, 1193, 686, 1213]
ward-organizer-text: ம.மணிமாறன், நரங்கிப்பட்டு, குந்திரான் பட்டி, கறம்பக்குடி, புதுக்கோட்டை.: [171, 1065, 404, 1096]
organizer-paragraph: [1151, 1420, 1481, 1455]
organizer-label: அமைப்பாளர் :: [1151, 1422, 1239, 1436]
paragraph-text: (1) சே.எழில் அரசன், புதுக்கோட்டை விடுதி, காடாம்பட்டி, கறம்பக்குடி, புதுக்கோட்டை. (2) க.வீரமணி, புதுக்கோட்டைவிடுதி, காடாம்பட்டி, கறம்பக்குடி, புதுக்கோட்டை. (3) இரா.அருண்குமார், புதுக்கோட்டைவிடுதி, காடாம்பட்டி, கறம்பக்குடி, புதுக்கோட்டை.: [790, 854, 1119, 956]
ward-organizer-text: ர.விக்னேஷ், செங்கமேடு, வெட்டிக்காடு, கறம்பக்குடி, புதுக்கோட்டை.: [1248, 1603, 1481, 1634]
paragraph-text: த.முருகானந்தம், பில்லுவெட்டுவிடுதி, மருதன்கோன்விடுதி, கறம்பக்குடி, புதுக்கோட்டை.: [1151, 1783, 1481, 1815]
paragraph-text: (1) சு.மணிகண்டன், ராங்கியன்விடுதி, வெட்டுவாக்கோட்டை, கறம்பக்குடி, புதுக்கோட்டை.(2) போ.மகேஷ்வரன், ராங்கியன்விடுதி, வெட்டுவாக்கோட்டை, கறம்பக்குடி, புதுக்கோட்டை. (3) து.வினோதகன், ராங்கியன்விடுதி, வெட்டுவாக்கோட்டை, கறம்பக்குடி, புதுக்கோட்டை.: [74, 1764, 404, 1865]
paragraph-text: (1) ந.சூரியமூர்த்தி, அரசாணித் தெரு, திருவோணம், கறம்பக்குடி, புதுக்கோட்டை. (2) ரா.பாலச்சந்தர், திருப்பக்கோவில், திருவோணம், கறம்பக்குடி, புதுக்கோட்டை.(3) கோ.சௌந்தராஜன், கள்ளர் தெரு, ஓடப்பவிடுதி, திருவோணம், கறம்பக்குடி, புதுக்கோட்டை.: [74, 2035, 404, 2119]
paragraph-text: (1) க.சபரிநாதன், கள்ளர் தெரு, செங்கமேடு, வெட்டிக்காடு, கறம்பக்குடி, புதுக்கோட்டை. (2) க.சாமிநாதன், கள்ளர் தெரு, செங்கமேடு, வெட்டிக்காடு, கறம்பக்குடி, புதுக்கோட்டை.(3) மு.நந்தகுமார், கள்ளர் தெரு, செங்கமேடு, வெட்டிக்காடு, கறம்பக்குடி, புதுக்கோட்டை. (4) த.ரஞ்சித், 432, வடக்குத் தெரு, பத்துத்தாக்கு, செங்கமேடு, திருவோணம், கறம்பக்குடி, புதுக்கோட்டை.: [1151, 926, 1481, 1045]
organizer-paragraph: [1151, 882, 1481, 917]
colon: :: [870, 492, 874, 506]
paragraph-text: செல்வன், தீத்தான்விடுதி, குளந்திரான்பட்டி, கறம்பக்குடி, புதுக்கோட்டை.(3) பா.செல்வக்குமார், தீத்தான்விடுதி, குளந்திரான்பட்டி, கறம்பக்குடி, புதுக்கோட்டை.(4) கா.கலைவாணன், தீத்தான்விடுதி, குளந்திரான்பட்டி, கறம்பக்குடி, புதுக்கோட்டை.: [74, 124, 404, 207]
branch-heading: கல்லுமடை கிளை 1: [881, 1273, 1028, 1292]
deputy-organizers-paragraph: [1151, 1463, 1481, 1568]
organizer-label: அமைப்பாளர் :: [432, 1221, 517, 1234]
deputy-organizers-paragraph: [1151, 422, 1481, 492]
